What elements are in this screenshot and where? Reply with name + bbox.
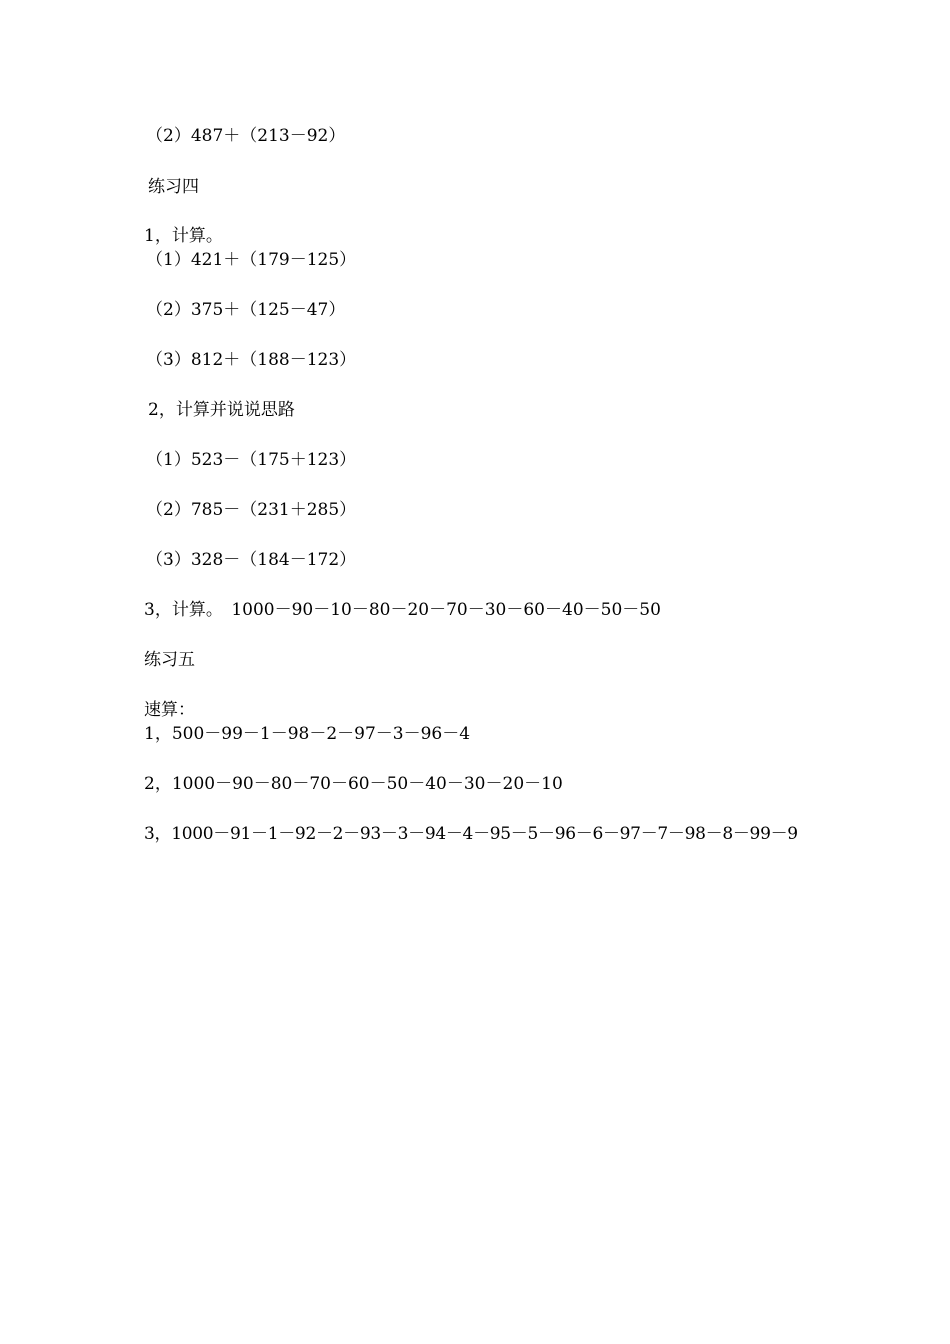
question-2-item-1: （1）523－（175＋123）	[146, 450, 357, 470]
question-1-item-1: （1）421＋（179－125）	[146, 250, 357, 270]
question-1-heading: 1，计算。	[144, 226, 223, 246]
quick-calc-heading: 速算：	[144, 700, 195, 720]
quick-calc-item-2: 2，1000－90－80－70－60－50－40－30－20－10	[144, 774, 563, 794]
quick-calc-item-3: 3，1000－91－1－92－2－93－3－94－4－95－5－96－6－97－7－98－8－99－9	[144, 824, 798, 844]
question-3-expression: 3，计算。 1000－90－10－80－20－70－30－60－40－50－50	[144, 600, 661, 620]
exercise-item-2-expression: （2）487＋（213－92）	[146, 126, 346, 146]
section-heading-exercise-5: 练习五	[144, 650, 195, 670]
question-2-heading: 2，计算并说说思路	[148, 400, 295, 420]
quick-calc-item-1: 1，500－99－1－98－2－97－3－96－4	[144, 724, 471, 744]
question-1-item-3: （3）812＋（188－123）	[146, 350, 357, 370]
question-1-item-2: （2）375＋（125－47）	[146, 300, 346, 320]
question-2-item-3: （3）328－（184－172）	[146, 550, 357, 570]
question-2-item-2: （2）785－（231＋285）	[146, 500, 357, 520]
section-heading-exercise-4: 练习四	[148, 177, 199, 197]
